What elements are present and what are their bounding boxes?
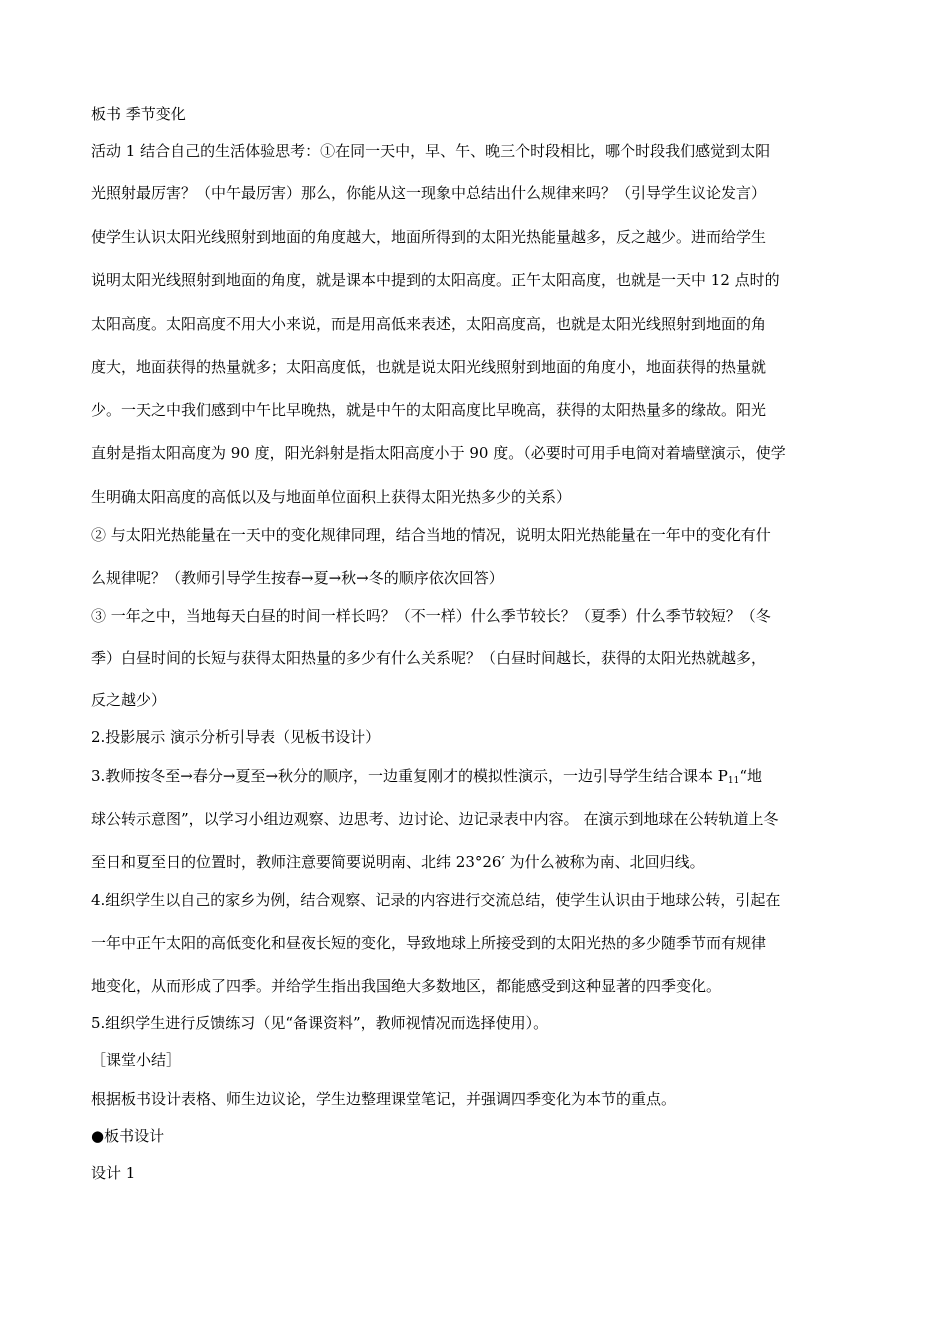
text-line: 使学生认识太阳光线照射到地面的角度越大，地面所得到的太阳光热能量越多，反之越少。进而给学生	[91, 228, 767, 246]
text-line: 球公转示意图”，以学习小组边观察、边思考、边讨论、边记录表中内容。 在演示到地球在公转轨道上冬	[91, 810, 779, 828]
text-line: 太阳高度。太阳高度不用大小来说，而是用高低来表述，太阳高度高，也就是太阳光线照射到地面的角	[91, 315, 767, 333]
section-heading-board-design: ●板书设计	[91, 1127, 165, 1145]
section-heading-summary: ［课堂小结］	[91, 1051, 182, 1069]
text-line: 2.投影展示 演示分析引导表（见板书设计）	[91, 728, 381, 746]
text-line: 4.组织学生以自己的家乡为例，结合观察、记录的内容进行交流总结，使学生认识由于地球公转，引起在	[91, 891, 781, 909]
text-line: 直射是指太阳高度为 90 度，阳光斜射是指太阳高度小于 90 度。（必要时可用手电筒对着墙壁演示，使学	[91, 444, 786, 462]
text-segment: 3.教师按冬至→春分→夏至→秋分的顺序，一边重复刚才的模拟性演示，一边引导学生结合课本 P	[91, 767, 728, 785]
text-line: 少。一天之中我们感到中午比早晚热，就是中午的太阳高度比早晚高，获得的太阳热量多的缘故。阳光	[91, 401, 767, 419]
text-line: 光照射最厉害？（中午最厉害）那么，你能从这一现象中总结出什么规律来吗？（引导学生议论发言）	[91, 184, 767, 202]
heading-board-title: 板书 季节变化	[91, 105, 186, 123]
text-line: 说明太阳光线照射到地面的角度，就是课本中提到的太阳高度。正午太阳高度，也就是一天中 12 点时的	[91, 271, 780, 289]
section-heading-design-1: 设计 1	[91, 1164, 136, 1182]
text-line: 反之越少）	[91, 691, 167, 709]
text-line: 一年中正午太阳的高低变化和昼夜长短的变化，导致地球上所接受到的太阳光热的多少随季节而有规律	[91, 934, 767, 952]
text-line: 季）白昼时间的长短与获得太阳热量的多少有什么关系呢？（白昼时间越长，获得的太阳光热就越多，	[91, 649, 767, 667]
text-line: 5.组织学生进行反馈练习（见“备课资料”，教师视情况而选择使用）。	[91, 1014, 549, 1032]
text-line: 么规律呢？（教师引导学生按春→夏→秋→冬的顺序依次回答）	[91, 569, 504, 587]
text-line: 地变化，从而形成了四季。并给学生指出我国绝大多数地区，都能感受到这种显著的四季变化。	[91, 977, 722, 995]
text-line: ③ 一年之中，当地每天白昼的时间一样长吗？（不一样）什么季节较长？（夏季）什么季节较短？（冬	[91, 607, 771, 625]
text-segment: “地	[739, 767, 763, 785]
text-line: 生明确太阳高度的高低以及与地面单位面积上获得太阳光热多少的关系）	[91, 488, 572, 506]
text-line: 至日和夏至日的位置时，教师注意要简要说明南、北纬 23°26′ 为什么被称为南、北回归线。	[91, 853, 705, 871]
text-line: ② 与太阳光热能量在一天中的变化规律同理，结合当地的情况，说明太阳光热能量在一年中的变化有什	[91, 526, 771, 544]
text-line: 根据板书设计表格、师生边议论，学生边整理课堂笔记，并强调四季变化为本节的重点。	[91, 1090, 677, 1108]
text-line-with-subscript	[91, 765, 861, 792]
text-line: 活动 1 结合自己的生活体验思考：①在同一天中，早、午、晚三个时段相比，哪个时段我们感觉到太阳	[91, 142, 771, 160]
subscript-page-number: 11	[727, 776, 740, 786]
text-line: 度大，地面获得的热量就多；太阳高度低，也就是说太阳光线照射到地面的角度小，地面获得的热量就	[91, 358, 767, 376]
